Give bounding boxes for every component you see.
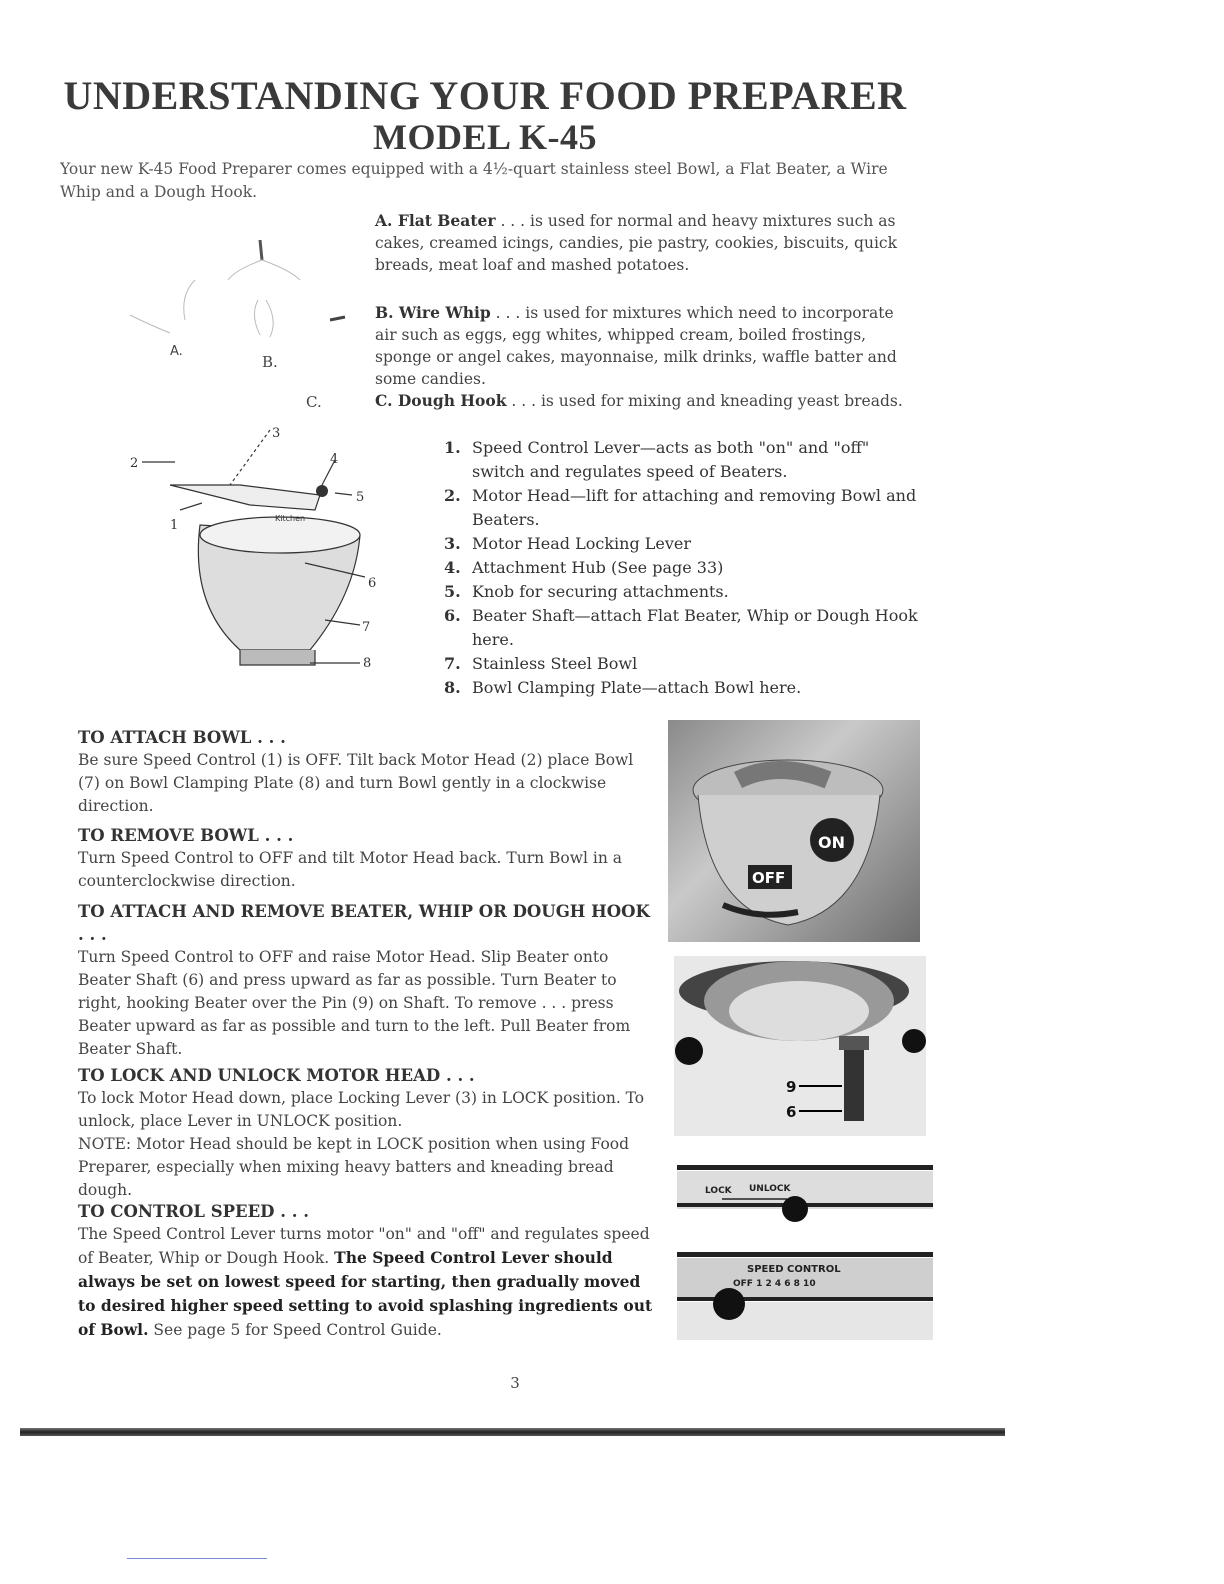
list-item [444, 556, 919, 580]
section-remove-bowl [78, 824, 653, 893]
shaft-label: 6 [786, 1103, 797, 1121]
section-attach-bowl [78, 726, 653, 818]
attachment-c-label: C. Dough Hook [375, 391, 507, 410]
section-heading: TO LOCK AND UNLOCK MOTOR HEAD . . . [78, 1066, 475, 1085]
photo-bowl-turning [668, 720, 920, 942]
list-item [444, 580, 919, 604]
page-title: UNDERSTANDING YOUR FOOD PREPARER [63, 73, 907, 118]
part-text: Attachment Hub (See page 33) [472, 558, 724, 577]
part-text: Stainless Steel Bowl [472, 654, 638, 673]
label-b: B. [262, 353, 278, 371]
part-number: 3. [444, 534, 461, 553]
section-body: Turn Speed Control to OFF and tilt Motor Head back. Turn Bowl in a counterclockwise direction. [78, 849, 622, 890]
mixer-diagram [130, 425, 390, 695]
photo-speed-control [677, 1252, 933, 1342]
list-item [444, 652, 919, 676]
unlock-label: UNLOCK [749, 1184, 791, 1194]
part-number: 1. [444, 438, 461, 457]
part-text: Knob for securing attachments. [472, 582, 729, 601]
list-item [444, 604, 919, 652]
section-body: The Speed Control Lever turns motor "on" and "off" and regulates speed of Beater, Whip or Dough Hook. [78, 1225, 650, 1267]
part-text: Motor Head—lift for attaching and removing Bowl and Beaters. [472, 486, 917, 529]
footer-line [127, 1558, 267, 1559]
label-c: C. [306, 393, 322, 411]
section-body: Turn Speed Control to OFF and raise Motor Head. Slip Beater onto Beater Shaft (6) and press upward as far as possible. Turn Beater to right, hooking Beater over the Pin (9) on Shaft. To remove . . . press Beater upward as far as possible and turn to the left. Pull Beater from Beater Shaft. [78, 948, 631, 1058]
callout-5: 5 [356, 490, 365, 505]
list-item [444, 484, 919, 532]
callout-3: 3 [272, 426, 281, 441]
leader-1 [180, 503, 202, 510]
bottom-rule [20, 1428, 1005, 1436]
callout-1: 1 [170, 518, 179, 533]
leader-5 [335, 493, 352, 495]
part-number: 8. [444, 678, 461, 697]
section-speed [78, 1200, 653, 1342]
part-text: Bowl Clamping Plate—attach Bowl here. [472, 678, 802, 697]
section-body: To lock Motor Head down, place Locking Lever (3) in LOCK position. To unlock, place Lever in UNLOCK position. [78, 1089, 645, 1130]
page-subtitle: MODEL K-45 [372, 117, 597, 157]
callout-2: 2 [130, 456, 139, 471]
attachment-b-label: B. Wire Whip [375, 303, 491, 322]
knob-shape [316, 485, 328, 497]
part-text: Beater Shaft—attach Flat Beater, Whip or Dough Hook here. [472, 606, 918, 649]
intro-paragraph: Your new K-45 Food Preparer comes equipped with a 4½-quart stainless steel Bowl, a Flat Beater, a Wire Whip and a Dough Hook. [60, 160, 888, 201]
label-a: A. [170, 344, 183, 359]
callout-8: 8 [363, 656, 372, 671]
section-tail: See page 5 for Speed Control Guide. [148, 1321, 442, 1339]
photo-beater-shaft [674, 956, 926, 1136]
part-number: 2. [444, 486, 461, 505]
attachment-a [375, 210, 920, 276]
section-heading: TO ATTACH BOWL . . . [78, 728, 286, 747]
section-heading: TO ATTACH AND REMOVE BEATER, WHIP OR DOUGH HOOK . . . [78, 902, 650, 944]
part-number: 6. [444, 606, 461, 625]
section-note: NOTE: Motor Head should be kept in LOCK position when using Food Preparer, especially when mixing heavy batters and kneading bread dough. [78, 1135, 630, 1199]
list-item [444, 676, 919, 700]
part-text: Speed Control Lever—acts as both "on" and "off" switch and regulates speed of Beaters. [472, 438, 870, 481]
attachment-c-desc: . . . is used for mixing and kneading yeast breads. [506, 392, 903, 410]
attachment-c [375, 390, 920, 412]
callout-6: 6 [368, 576, 377, 591]
brand-label: Kitchen [275, 514, 306, 523]
section-body: Be sure Speed Control (1) is OFF. Tilt back Motor Head (2) place Bowl (7) on Bowl Clamping Plate (8) and turn Bowl gently in a clockwise direction. [78, 751, 634, 815]
attachment-a-label: A. Flat Beater [375, 211, 496, 230]
attachment-a-desc: . . . is used for normal and heavy mixtures such as cakes, creamed icings, candies, pie pastry, cookies, biscuits, quick breads, meat loaf and mashed potatoes. [375, 212, 897, 274]
part-number: 4. [444, 558, 461, 577]
pin-label: 9 [786, 1078, 797, 1096]
speed-scale: OFF 1 2 4 6 8 10 [733, 1279, 816, 1289]
speed-label: SPEED CONTROL [747, 1264, 841, 1275]
lock-label: LOCK [705, 1186, 732, 1196]
list-item [444, 436, 919, 484]
section-warning: The Speed Control Lever should always be set on lowest speed for starting, then gradually moved to desired higher speed setting to avoid splashing ingredients out of Bowl. [78, 1248, 653, 1339]
attachment-b-desc: . . . is used for mixtures which need to incorporate air such as eggs, egg whites, whipped cream, boiled frostings, sponge or angel cakes, mayonnaise, milk drinks, waffle batter and some candies. [375, 304, 897, 388]
off-label: OFF [752, 869, 786, 887]
parts-list [444, 436, 919, 700]
photo-lock-lever [677, 1165, 933, 1223]
section-heading: TO REMOVE BOWL . . . [78, 826, 294, 845]
section-lock [78, 1064, 653, 1202]
list-item [444, 532, 919, 556]
section-beater [78, 900, 653, 1061]
part-number: 7. [444, 654, 461, 673]
part-text: Motor Head Locking Lever [472, 534, 692, 553]
section-heading: TO CONTROL SPEED . . . [78, 1202, 309, 1221]
callout-7: 7 [362, 620, 371, 635]
leader-3 [230, 430, 270, 485]
part-number: 5. [444, 582, 461, 601]
callout-4: 4 [330, 452, 339, 467]
page-number: 3 [510, 1374, 520, 1392]
attachments-illustration [110, 225, 370, 425]
on-label: ON [818, 833, 845, 852]
attachment-b [375, 302, 920, 390]
